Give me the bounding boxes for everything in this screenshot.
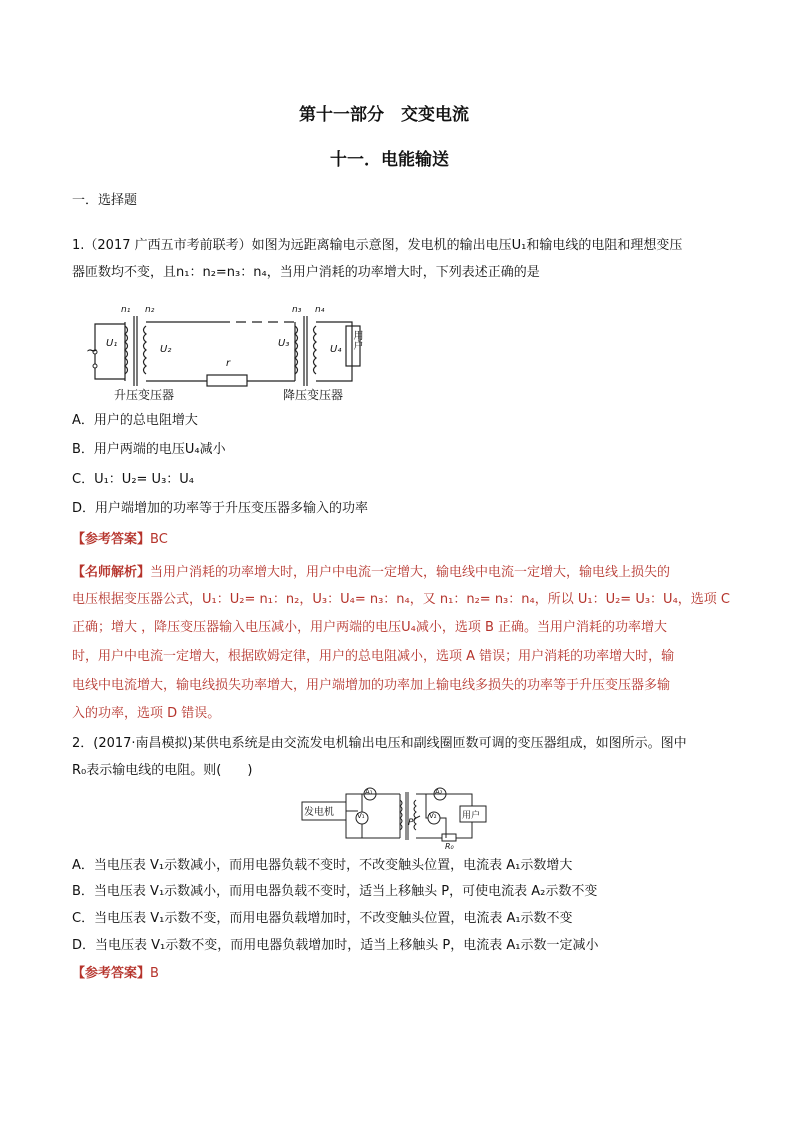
fig1-U3: U₃ (278, 338, 290, 349)
q1-option-b: B．用户两端的电压U₄减小 (72, 442, 226, 457)
q2-option-c: C．当电压表 V₁示数不变，而用电器负载增加时，不改变触头位置，电流表 A₁示数不变 (72, 911, 573, 926)
q1-analysis-line5: 电线中电流增大，输电线损失功率增大，用户端增加的功率加上输电线多损失的功率等于升压变压器多输 (72, 678, 671, 693)
fig1-n3: n₃ (292, 305, 302, 315)
fig2-user: 用户 (462, 811, 481, 821)
fig2-A2: A₂ (435, 788, 443, 796)
q1-analysis-line3: 正确；增大 ，降压变压器输入电压减小，用户两端的电压U₄减小，选项 B 正确。当用户消耗的功率增大 (72, 620, 668, 635)
q1-stem-line2: 器匝数均不变，且n₁：n₂=n₃：n₄，当用户消耗的功率增大时，下列表述正确的是 (72, 265, 540, 280)
fig2-V1: V₁ (357, 812, 365, 820)
part-title: 第十一部分 交变电流 (299, 105, 469, 125)
q2-answer (72, 965, 159, 983)
q2-answer-label: 【参考答案】 (72, 966, 151, 981)
q1-answer (72, 531, 168, 549)
q1-analysis-text-1: 当用户消耗的功率增大时，用户中电流一定增大，输电线中电流一定增大，输电线上损失的 (150, 565, 671, 580)
q1-analysis-line6: 入的功率，选项 D 错误。 (72, 706, 221, 721)
fig2-R0: R₀ (445, 842, 454, 851)
fig1-step-up-label: 升压变压器 (114, 388, 175, 402)
q2-option-b: B．当电压表 V₁示数减小，而用电器负载不变时，适当上移触头 P，可使电流表 A₂示数不变 (72, 884, 598, 899)
q1-stem-line1: 1.（2017 广西五市考前联考）如图为远距离输电示意图，发电机的输出电压U₁和输电线的电阻和理想变压 (72, 238, 683, 253)
fig2-generator: 发电机 (304, 807, 334, 818)
fig2-V2: V₂ (429, 812, 437, 820)
q1-analysis-line4: 时，用户中电流一定增大，根据欧姆定律，用户的总电阻减小，选项 A 错误；用户消耗的功率增大时，输 (72, 649, 675, 664)
q2-stem-line2: R₀表示输电线的电阻。则( ) (72, 763, 253, 778)
section-title: 十一．电能输送 (330, 150, 449, 170)
fig1-n1: n₁ (121, 305, 131, 315)
q2-answer-value: B (150, 966, 159, 981)
section-label: 一．选择题 (72, 193, 138, 208)
q1-option-c: C．U₁：U₂= U₃：U₄ (72, 472, 195, 487)
q1-option-d: D．用户端增加的功率等于升压变压器多输入的功率 (72, 501, 369, 516)
q1-answer-value: BC (150, 532, 168, 547)
fig1-U1: U₁ (106, 338, 118, 349)
fig1-U4: U₄ (330, 344, 342, 355)
fig1-user: 用户 (351, 330, 362, 350)
fig1-U2: U₂ (160, 344, 172, 355)
q2-option-d: D．当电压表 V₁示数不变，而用电器负载增加时，适当上移触头 P，电流表 A₁示数一定减小 (72, 938, 599, 953)
q2-option-a: A．当电压表 V₁示数减小，而用电器负载不变时，不改变触头位置，电流表 A₁示数增大 (72, 858, 573, 873)
fig1-r: r (226, 358, 231, 369)
q1-analysis-label: 【名师解析】 (72, 565, 151, 580)
q1-answer-label: 【参考答案】 (72, 532, 151, 547)
fig1-n2: n₂ (145, 305, 155, 315)
fig2-P: P (408, 818, 414, 828)
q2-stem-line1: 2．(2017·南昌模拟)某供电系统是由交流发电机输出电压和副线圈匝数可调的变压器组成，如图所示。图中 (72, 736, 687, 751)
q1-analysis-line1 (72, 564, 670, 582)
q1-analysis-line2: 电压根据变压器公式，U₁：U₂= n₁：n₂，U₃：U₄= n₃：n₄，又 n₁：n₂= n₃：n₄，所以 U₁：U₂= U₃：U₄，选项 C (72, 592, 730, 607)
fig1-n4: n₄ (315, 305, 325, 315)
fig2-A1: A₁ (365, 788, 373, 796)
q1-option-a: A．用户的总电阻增大 (72, 413, 198, 428)
fig1-ac-symbol: ~ (86, 343, 98, 359)
fig1-step-down-label: 降压变压器 (283, 388, 344, 402)
